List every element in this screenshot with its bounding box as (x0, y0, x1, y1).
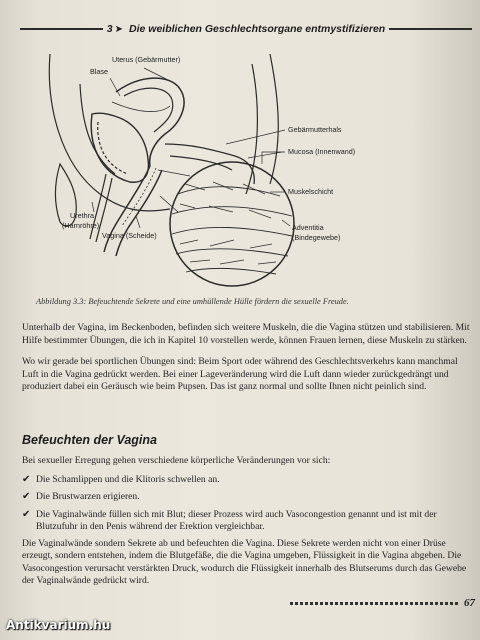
label-urethra: Urethra (70, 211, 94, 220)
list-item-text: Die Schamlippen und die Klitoris schwellen an. (36, 474, 220, 485)
running-header (20, 20, 472, 38)
check-mark-icon: ✔ (22, 491, 31, 503)
header-rule-left (20, 28, 103, 30)
label-harnroehre: (Harnröhre) (62, 221, 100, 230)
check-mark-icon: ✔ (22, 508, 31, 520)
header-rule-right (389, 28, 472, 30)
footer-rule (290, 602, 458, 605)
figure-caption: Abbildung 3.3: Befeuchtende Sekrete und eine umhüllende Hülle fördern die sexuelle Freude. (36, 297, 349, 306)
paragraph-pelvic-floor: Unterhalb der Vagina, im Beckenboden, befinden sich weitere Muskeln, die die Vagina stützen und stabilisieren. Mit Hilfe bestimmter Übungen, die ich in Kapitel 10 vorstellen werde, können Frauen lernen, diese Muskeln zu stärken. (22, 322, 470, 346)
list-item-text: Die Brustwarzen erigieren. (36, 491, 140, 503)
check-mark-icon: ✔ (22, 474, 31, 485)
chapter-number: 3 (106, 23, 113, 35)
anatomy-illustration (20, 44, 460, 294)
body-paragraphs (22, 322, 472, 403)
paragraph-secretion: Die Vaginalwände sondern Sekrete ab und befeuchten die Vagina. Diese Sekrete werden nicht von einer Drüse erzeugt, sondern entstehen, indem die Blutgefäße, die die Vagina umgeben, Flüssigkeit in die Vagina abgeben. Die Vasocongestion verursacht verstärkten Druck, wodurch die Flüssigkeit innerhalb des Blutserums durch das Gewebe der Vaginalwände gedrückt wird. (22, 538, 467, 587)
label-mucosa: Mucosa (Innenwand) (288, 147, 356, 156)
list-item (22, 474, 472, 486)
list-item (22, 491, 472, 503)
section-intro: Bei sexueller Erregung gehen verschiedene körperliche Veränderungen vor sich: (22, 455, 331, 466)
list-item-text: Die Vaginalwände füllen sich mit Blut; dieser Prozess wird auch Vasocongestion genannt und ist mit der Blutzufuhr in den Penis während der Erektion vergleichbar. (36, 508, 437, 533)
page-footer (290, 596, 475, 610)
label-bindegewebe: (Bindegewebe) (292, 233, 341, 242)
label-gebaermutterhals: Gebärmutterhals (288, 125, 342, 134)
chapter-title: Die weiblichen Geschlechtsorgane entmystifizieren (129, 23, 386, 35)
arrow-right-icon: ➤ (114, 23, 124, 35)
paragraph-air: Wo wir gerade bei sportlichen Übungen sind: Beim Sport oder während des Geschlechtsverkehrs kann manchmal Luft in die Vagina gedrückt werden. Bei einer Lageveränderung wird die Luft dann wieder zurückgedrängt und produziert dabei ein Geräusch wie beim Pupsen. Das ist ganz normal und sollte Ihnen nicht peinlich sind. (22, 356, 458, 393)
checklist (22, 474, 472, 539)
list-item (22, 509, 472, 534)
label-vagina: Vagina (Scheide) (102, 231, 157, 240)
label-muskelschicht: Muskelschicht (288, 187, 334, 196)
watermark: Antikvarium.hu (6, 618, 111, 632)
label-blase: Blase (90, 67, 108, 76)
label-uterus: Uterus (Gebärmutter) (112, 55, 181, 64)
section-heading: Befeuchten der Vagina (22, 433, 157, 447)
label-adventitia: Adventitia (292, 223, 324, 232)
page-number: 67 (464, 597, 475, 609)
